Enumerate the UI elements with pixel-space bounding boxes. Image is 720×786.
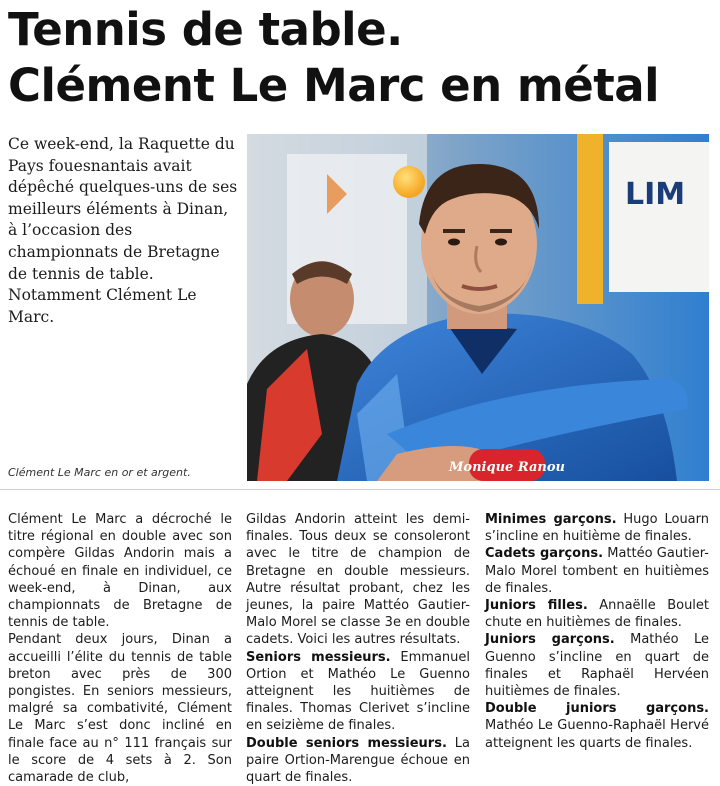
lead-paragraph: Ce week-end, la Raquette du Pays fouesnantais avait dépêché quelques-uns de ses meilleurs éléments à Dinan, à l’occasion des championnats de Bretagne de tennis de table. Notamment Clément Le Marc. [8,135,238,326]
article-photo [247,134,709,481]
result-label: Cadets garçons. [485,546,604,562]
headline [8,2,713,114]
result-label: Double juniors garçons. [485,701,709,717]
result-label: Juniors filles. [485,598,588,614]
section-divider [0,489,720,490]
result-label: Double seniors messieurs. [246,735,447,751]
result-item [246,735,470,786]
body-column-3 [485,511,709,752]
banner-text: LIM [625,177,686,212]
result-text: Emmanuel Ortion et Mathéo Le Guenno atteignent les huitièmes de finales. Thomas Clerivet s’incline en seizième de finales. [246,649,470,734]
headline-line-1: Tennis de table. [8,3,403,56]
result-text: La paire Ortion-Marengue échoue en quart de finales. [246,735,470,786]
result-item [246,649,470,735]
result-text: Annaëlle Boulet chute en huitièmes de finales. [485,598,710,631]
headline-line-2: Clément Le Marc en métal [8,59,660,112]
shirt-sponsor-text: Monique Ranou [449,460,565,475]
result-item [485,631,709,700]
result-text: Hugo Louarn s’incline en huitième de finales. [485,512,710,545]
result-item [485,511,709,545]
photo-caption: Clément Le Marc en or et argent. [8,466,191,479]
body-column-1 [8,511,232,786]
result-text: Mathéo Le Guenno-Raphaël Hervé atteignent les quarts de finales. [485,718,709,751]
result-text: Mattéo Gautier-Malo Morel tombent en huitièmes de finales. [485,546,709,596]
result-label: Seniors messieurs. [246,649,391,665]
body-column-2 [246,511,470,786]
result-item [485,545,709,597]
result-item [485,597,709,631]
body-paragraph: Pendant deux jours, Dinan a accueilli l’élite du tennis de table breton avec près de 300 pongistes. En seniors messieurs, malgré sa combativité, Clément Le Marc s’est donc incliné en finale face au n° 111 français sur le score de 4 sets à 2. Son camarade de club, [8,632,232,786]
photo-illustration [247,134,709,481]
body-paragraph: Gildas Andorin atteint les demi-finales. Tous deux se consoleront avec le titre de champion de Bretagne en double messieurs. Autre résultat probant, chez les jeunes, la paire Mattéo Gautier-Malo Morel se classe 3e en double cadets. Voici les autres résultats. [246,512,470,648]
result-text: Mathéo Le Guenno s’incline en quart de finales et Raphaël Hervéen huitièmes de finales. [485,632,710,700]
result-label: Minimes garçons. [485,512,617,527]
body-paragraph: Clément Le Marc a décroché le titre régional en double avec son compère Gildas Andorin mais a échoué en finale en individuel, ce week-end, à Dinan, aux championnats de Bretagne de tennis de table. [8,512,232,631]
result-item [485,700,709,752]
result-label: Juniors garçons. [485,632,615,648]
